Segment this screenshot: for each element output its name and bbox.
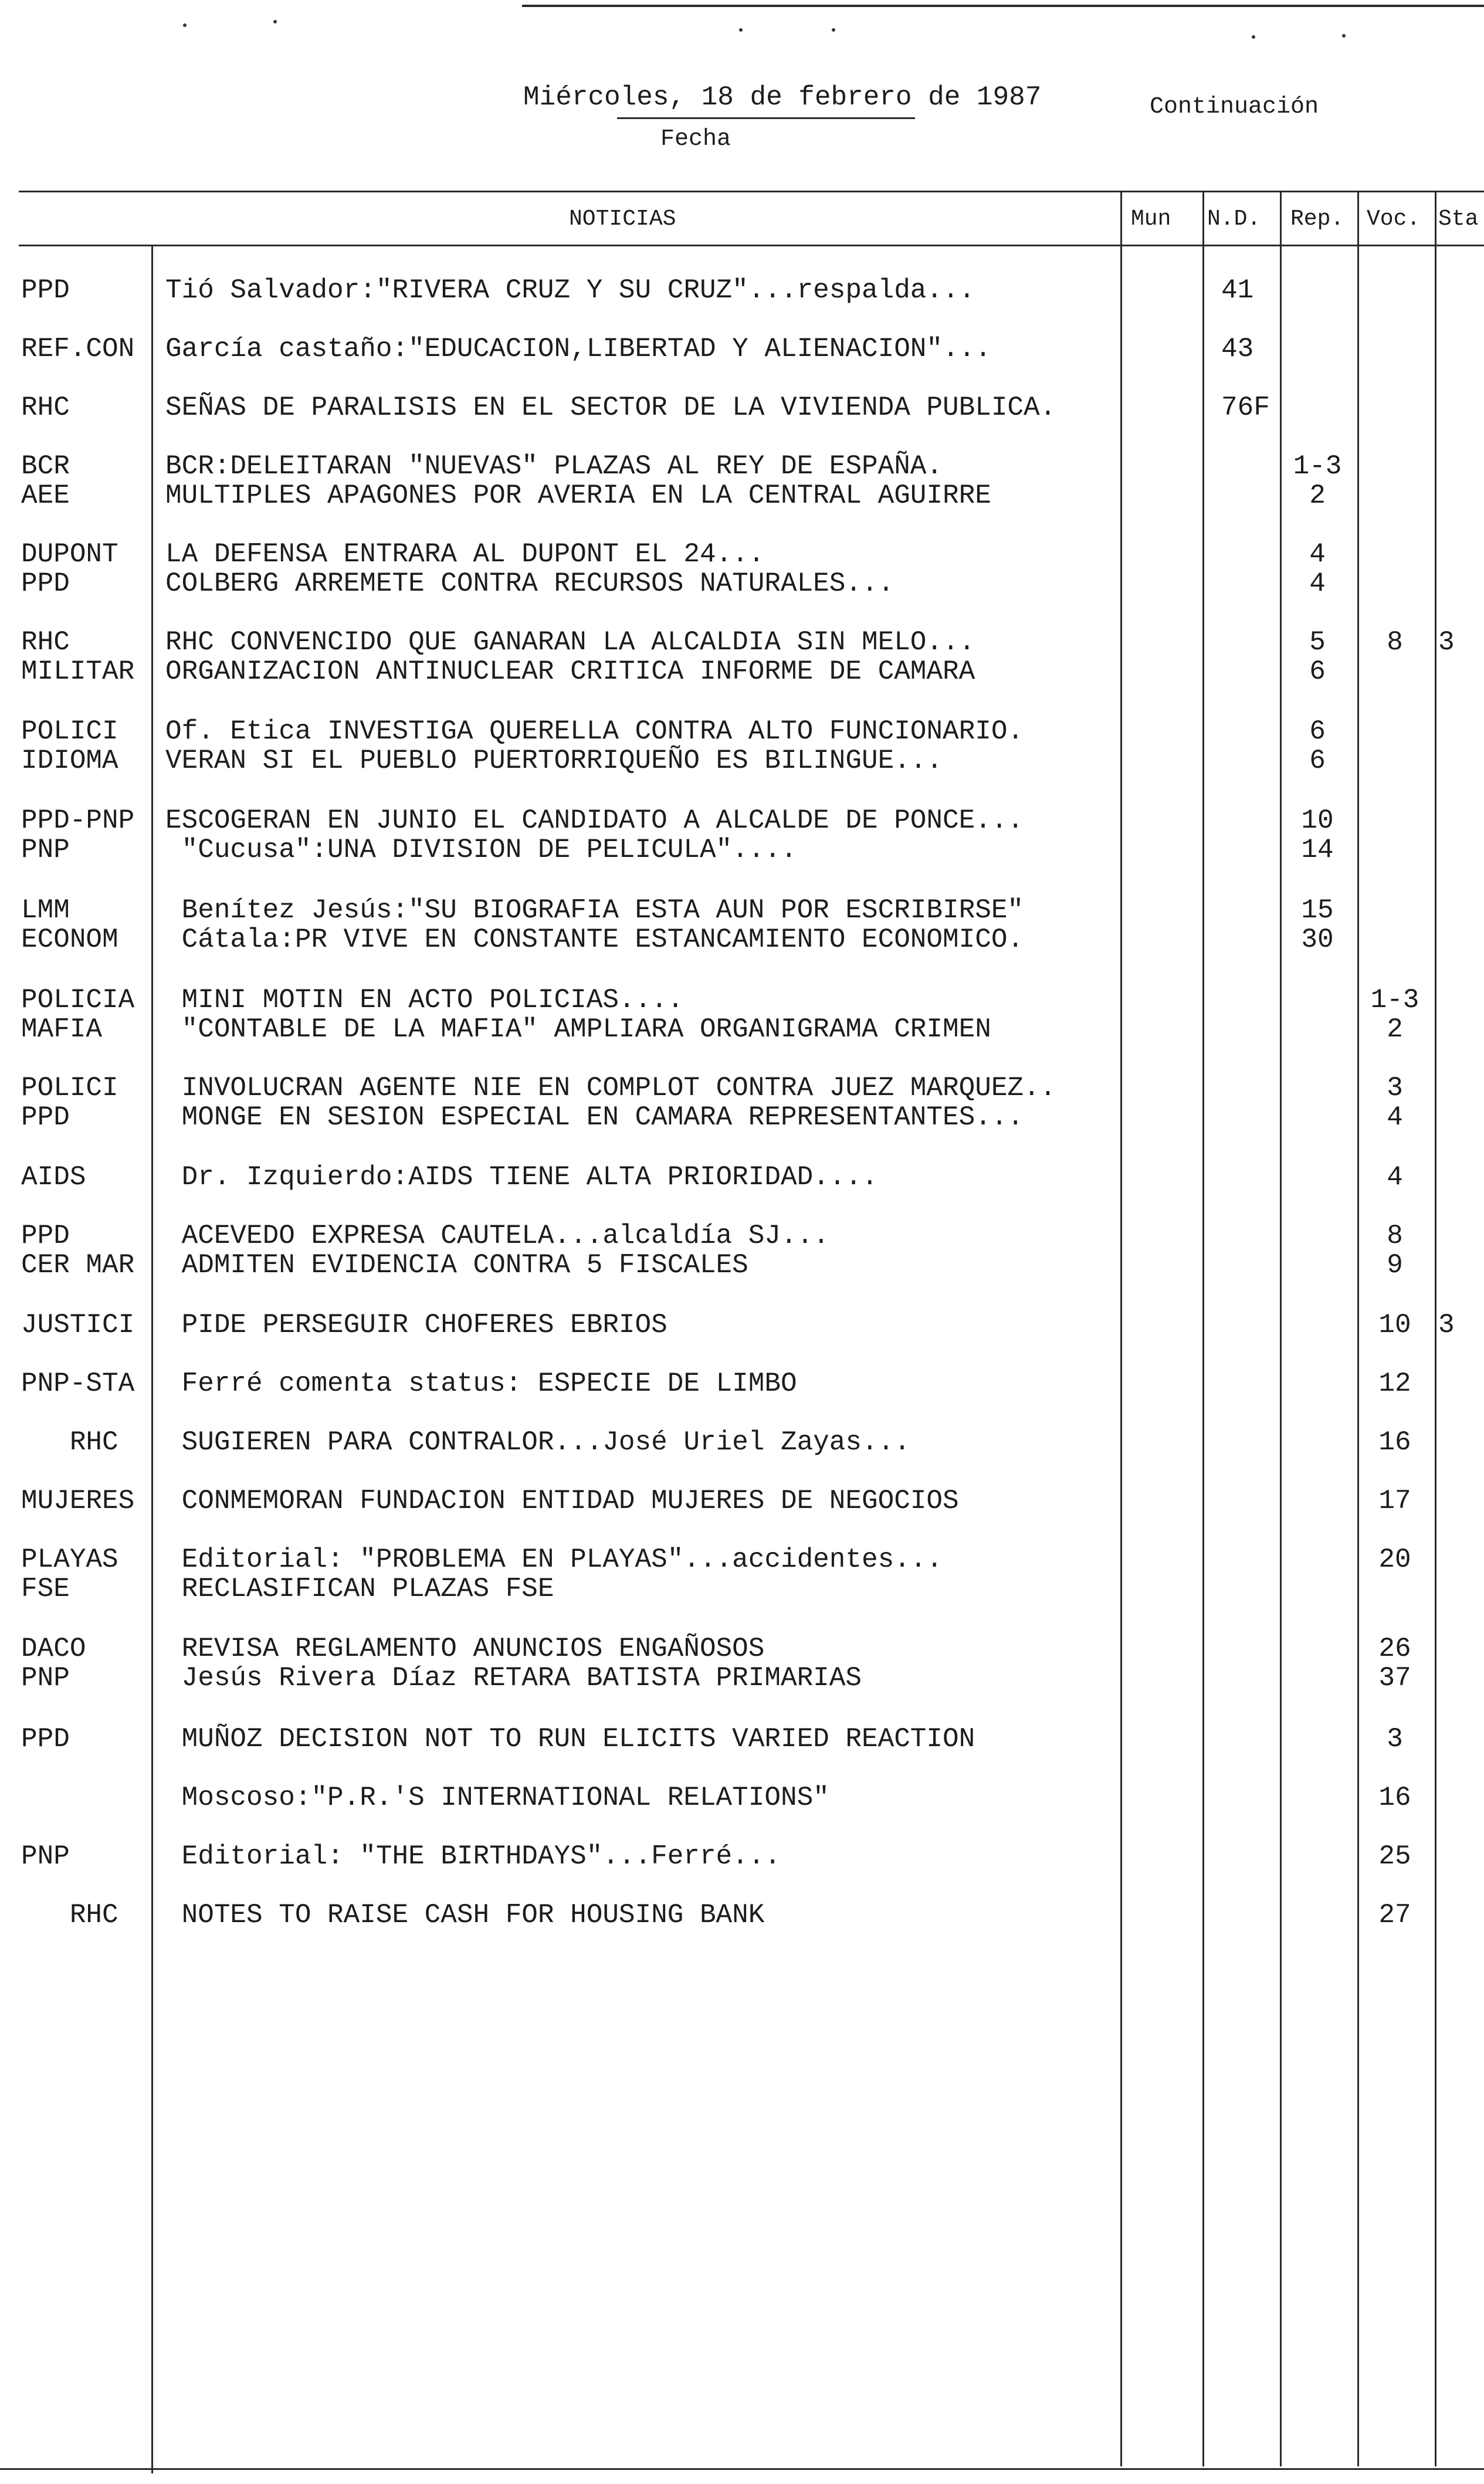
row-rep-page-line: 1-3 [1293,451,1342,482]
row-headline [165,1163,1116,1192]
scan-speck [832,28,835,32]
row-sta-page-line: 3 [1438,627,1455,658]
table-row [0,1900,1484,1959]
row-headline-line: ACEVEDO EXPRESA CAUTELA...alcaldía SJ... [165,1221,829,1251]
row-voc-page-line: 20 [1378,1544,1411,1575]
row-voc-page-line: 1-3 [1370,985,1419,1015]
table-row [0,1783,1484,1842]
row-headline [165,985,1116,1044]
row-headline-line: ADMITEN EVIDENCIA CONTRA 5 FISCALES [165,1250,748,1280]
row-headline-line: REVISA REGLAMENTO ANUNCIOS ENGAÑOSOS [165,1634,765,1664]
row-voc-page-line: 26 [1378,1634,1411,1664]
row-headline-line: RECLASIFICAN PLAZAS FSE [165,1574,554,1604]
scan-speck [1342,34,1346,38]
row-headline-line: INVOLUCRAN AGENTE NIE EN COMPLOT CONTRA JUEZ MARQUEZ.. [165,1073,1056,1103]
row-section-line: PNP-STA [21,1368,135,1399]
row-section-line: MUJERES [21,1486,135,1516]
row-headline-line: Ferré comenta status: ESPECIE DE LIMBO [165,1368,797,1399]
row-section-line: RHC [21,627,70,658]
row-rep-page-line: 4 [1309,539,1326,570]
row-rep-page [1282,806,1353,865]
row-headline [165,1310,1116,1340]
row-voc-page-line: 37 [1378,1663,1411,1693]
row-headline-line: "CONTABLE DE LA MAFIA" AMPLIARA ORGANIGRAMA CRIMEN [165,1014,991,1045]
row-headline-line: VERAN SI EL PUEBLO PUERTORRIQUEÑO ES BILINGUE... [165,745,943,776]
row-voc-page-line: 8 [1387,627,1403,658]
row-headline [165,540,1116,598]
column-header-rep: Rep. [1290,206,1344,232]
table-top-rule [19,191,1484,192]
row-section [21,806,150,865]
row-section-line: MILITAR [21,656,135,687]
table-row [0,1545,1484,1604]
row-section-line: POLICI [21,716,118,747]
row-voc-page [1360,1310,1430,1340]
row-headline-line: Jesús Rivera Díaz RETARA BATISTA PRIMARIAS [165,1663,862,1693]
row-voc-page-line: 4 [1387,1162,1403,1192]
row-headline-line: Of. Etica INVESTIGA QUERELLA CONTRA ALTO FUNCIONARIO. [165,716,1024,747]
row-rep-page-line: 10 [1301,805,1334,836]
row-headline-line: CONMEMORAN FUNDACION ENTIDAD MUJERES DE NEGOCIOS [165,1486,959,1516]
row-voc-page [1360,1724,1430,1754]
table-row [0,1163,1484,1221]
row-section-line: RHC [21,1427,118,1458]
scan-speck [739,28,743,32]
row-headline-line: COLBERG ARREMETE CONTRA RECURSOS NATURALES... [165,568,895,599]
row-voc-page-line: 27 [1378,1900,1411,1930]
row-section-line: RHC [21,1900,118,1930]
scan-speck [183,23,187,27]
row-headline [165,1900,1116,1930]
row-rep-page-line: 5 [1309,627,1326,658]
row-section [21,1486,150,1516]
row-headline-line: LA DEFENSA ENTRARA AL DUPONT EL 24... [165,539,765,570]
row-section [21,1369,150,1398]
row-nd-page-line: 43 [1221,334,1254,364]
row-rep-page-line: 6 [1309,716,1326,747]
row-rep-page-line: 6 [1309,745,1326,776]
row-headline [165,1842,1116,1871]
row-headline-line: MINI MOTIN EN ACTO POLICIAS.... [165,985,684,1015]
row-headline-line: SEÑAS DE PARALISIS EN EL SECTOR DE LA VIVIENDA PUBLICA. [165,392,1056,423]
table-row [0,1724,1484,1783]
row-voc-page [1360,1073,1430,1132]
row-headline [165,1724,1116,1754]
table-row [0,1369,1484,1428]
row-headline-line: Editorial: "PROBLEMA EN PLAYAS"...accidentes... [165,1544,943,1575]
row-headline [165,628,1116,686]
row-headline [165,1428,1116,1457]
date-heading: Miércoles, 18 de febrero de 1987 [523,82,1042,113]
table-row [0,452,1484,510]
row-headline [165,1486,1116,1516]
table-row [0,540,1484,598]
row-section [21,985,150,1044]
row-voc-page [1360,1221,1430,1280]
row-headline-line: ESCOGERAN EN JUNIO EL CANDIDATO A ALCALDE DE PONCE... [165,805,1024,836]
row-rep-page [1282,540,1353,598]
row-section-line: PPD [21,1102,70,1133]
row-rep-page-line: 30 [1301,924,1334,955]
row-headline-line: PIDE PERSEGUIR CHOFERES EBRIOS [165,1310,668,1340]
row-headline-line: BCR:DELEITARAN "NUEVAS" PLAZAS AL REY DE ESPAÑA. [165,451,943,482]
row-rep-page-line: 2 [1309,480,1326,511]
table-row [0,985,1484,1044]
row-section [21,1221,150,1280]
row-headline-line: Cátala:PR VIVE EN CONSTANTE ESTANCAMIENTO ECONOMICO. [165,924,1024,955]
row-headline-line: MUÑOZ DECISION NOT TO RUN ELICITS VARIED REACTION [165,1724,975,1754]
table-row [0,1073,1484,1132]
row-section-line: AEE [21,480,70,511]
row-headline-line: Tió Salvador:"RIVERA CRUZ Y SU CRUZ"...respalda... [165,275,975,306]
row-headline-line: García castaño:"EDUCACION,LIBERTAD Y ALIENACION"... [165,334,991,364]
row-section [21,1900,150,1930]
row-headline [165,806,1116,865]
top-rule [522,5,1484,7]
row-voc-page [1360,1545,1430,1574]
column-header-sta: Sta [1438,206,1479,232]
row-section-line: PPD [21,1221,70,1251]
row-section [21,1545,150,1604]
row-headline [165,334,1116,364]
row-rep-page-line: 15 [1301,895,1334,926]
row-rep-page [1282,628,1353,686]
table-row [0,1428,1484,1486]
row-headline [165,452,1116,510]
row-headline [165,1634,1116,1693]
row-voc-page-line: 3 [1387,1073,1403,1103]
row-voc-page-line: 3 [1387,1724,1403,1754]
row-headline [165,1783,1116,1812]
row-section [21,1163,150,1192]
row-section [21,393,150,422]
row-voc-page-line: 2 [1387,1014,1403,1045]
row-section [21,717,150,775]
row-voc-page [1360,1163,1430,1192]
row-rep-page-line: 4 [1309,568,1326,599]
row-nd-page-line: 41 [1221,275,1254,306]
row-headline-line: MONGE EN SESION ESPECIAL EN CAMARA REPRESENTANTES... [165,1102,1024,1133]
row-headline-line: RHC CONVENCIDO QUE GANARAN LA ALCALDIA SIN MELO... [165,627,975,658]
row-section-line: MAFIA [21,1014,103,1045]
row-section-line: CER MAR [21,1250,135,1280]
row-sta-page [1438,628,1479,657]
row-voc-page-line: 12 [1378,1368,1411,1399]
row-section-line: PPD [21,275,70,306]
table-row [0,393,1484,452]
row-section-line: DACO [21,1634,86,1664]
continuation-label: Continuación [1150,94,1319,120]
row-voc-page [1360,1842,1430,1871]
row-headline-line: Editorial: "THE BIRTHDAYS"...Ferré... [165,1841,781,1872]
row-headline-line: Moscoso:"P.R.'S INTERNATIONAL RELATIONS" [165,1782,829,1813]
table-row [0,334,1484,393]
row-section-line: PNP [21,1663,70,1693]
row-section [21,1310,150,1340]
table-row [0,1634,1484,1693]
row-voc-page [1360,985,1430,1044]
row-headline [165,1221,1116,1280]
row-section-line: FSE [21,1574,70,1604]
column-header-voc: Voc. [1367,206,1421,232]
row-voc-page [1360,1486,1430,1516]
row-headline [165,717,1116,775]
row-section-line: PNP [21,1841,70,1872]
row-section [21,276,150,305]
row-headline [165,896,1116,954]
row-nd-page [1221,276,1280,305]
row-section-line: PNP [21,835,70,865]
row-section-line: JUSTICI [21,1310,135,1340]
row-nd-page [1221,334,1280,364]
row-rep-page-line: 14 [1301,835,1334,865]
table-row [0,276,1484,334]
table-row [0,1486,1484,1545]
table-row [0,1310,1484,1369]
row-section-line: AIDS [21,1162,86,1192]
row-voc-page [1360,1900,1430,1930]
row-headline-line: ORGANIZACION ANTINUCLEAR CRITICA INFORME DE CAMARA [165,656,975,687]
header-bottom-rule [19,245,1484,246]
row-voc-page [1360,1369,1430,1398]
row-section-line: PPD-PNP [21,805,135,836]
row-headline-line: SUGIEREN PARA CONTRALOR...José Uriel Zayas... [165,1427,910,1458]
table-row [0,1221,1484,1280]
row-voc-page-line: 9 [1387,1250,1403,1280]
row-rep-page [1282,896,1353,954]
row-section-line: REF.CON [21,334,135,364]
table-row [0,896,1484,954]
row-section [21,1842,150,1871]
row-section [21,1634,150,1693]
row-section [21,1428,150,1457]
row-section-line: BCR [21,451,70,482]
row-voc-page [1360,1428,1430,1457]
row-section [21,896,150,954]
date-underline [617,117,915,119]
row-nd-page-line: 76F [1221,392,1270,423]
row-section [21,540,150,598]
row-voc-page-line: 8 [1387,1221,1403,1251]
row-section-line: PPD [21,1724,70,1754]
table-row [0,806,1484,865]
row-headline [165,1369,1116,1398]
row-section-line: RHC [21,392,70,423]
row-voc-page [1360,628,1430,657]
row-headline [165,1545,1116,1604]
table-row [0,628,1484,686]
row-section-line: ECONOM [21,924,118,955]
row-headline-line: "Cucusa":UNA DIVISION DE PELICULA".... [165,835,797,865]
row-section [21,1073,150,1132]
row-section-line: IDIOMA [21,745,118,776]
scan-speck [273,20,277,23]
row-section-line: POLICI [21,1073,118,1103]
row-voc-page-line: 4 [1387,1102,1403,1133]
row-rep-page [1282,452,1353,510]
row-headline-line: MULTIPLES APAGONES POR AVERIA EN LA CENTRAL AGUIRRE [165,480,991,511]
row-section [21,1724,150,1754]
column-header-mun: Mun [1131,206,1171,232]
column-header-noticias: NOTICIAS [569,206,676,232]
row-section-line: LMM [21,895,70,926]
column-header-nd: N.D. [1207,206,1261,232]
row-voc-page [1360,1634,1430,1693]
row-section [21,334,150,364]
row-voc-page-line: 16 [1378,1427,1411,1458]
row-voc-page-line: 17 [1378,1486,1411,1516]
row-section-line: PPD [21,568,70,599]
row-section-line: POLICIA [21,985,135,1015]
scan-speck [1252,35,1255,39]
fecha-label: Fecha [660,126,731,153]
row-section-line: DUPONT [21,539,118,570]
row-voc-page-line: 16 [1378,1782,1411,1813]
row-voc-page-line: 25 [1378,1841,1411,1872]
row-headline-line: Dr. Izquierdo:AIDS TIENE ALTA PRIORIDAD.... [165,1162,878,1192]
row-section [21,452,150,510]
row-headline [165,276,1116,305]
row-headline-line: Benítez Jesús:"SU BIOGRAFIA ESTA AUN POR ESCRIBIRSE" [165,895,1024,926]
row-section-line: PLAYAS [21,1544,118,1575]
table-row [0,717,1484,775]
row-sta-page-line: 3 [1438,1310,1455,1340]
row-nd-page [1221,393,1280,422]
row-voc-page-line: 10 [1378,1310,1411,1340]
row-headline [165,1073,1116,1132]
row-headline [165,393,1116,422]
row-rep-page-line: 6 [1309,656,1326,687]
row-sta-page [1438,1310,1479,1340]
bottom-rule [0,2468,1484,2470]
row-voc-page [1360,1783,1430,1812]
row-section [21,628,150,686]
row-headline-line: NOTES TO RAISE CASH FOR HOUSING BANK [165,1900,765,1930]
row-rep-page [1282,717,1353,775]
table-row [0,1842,1484,1900]
